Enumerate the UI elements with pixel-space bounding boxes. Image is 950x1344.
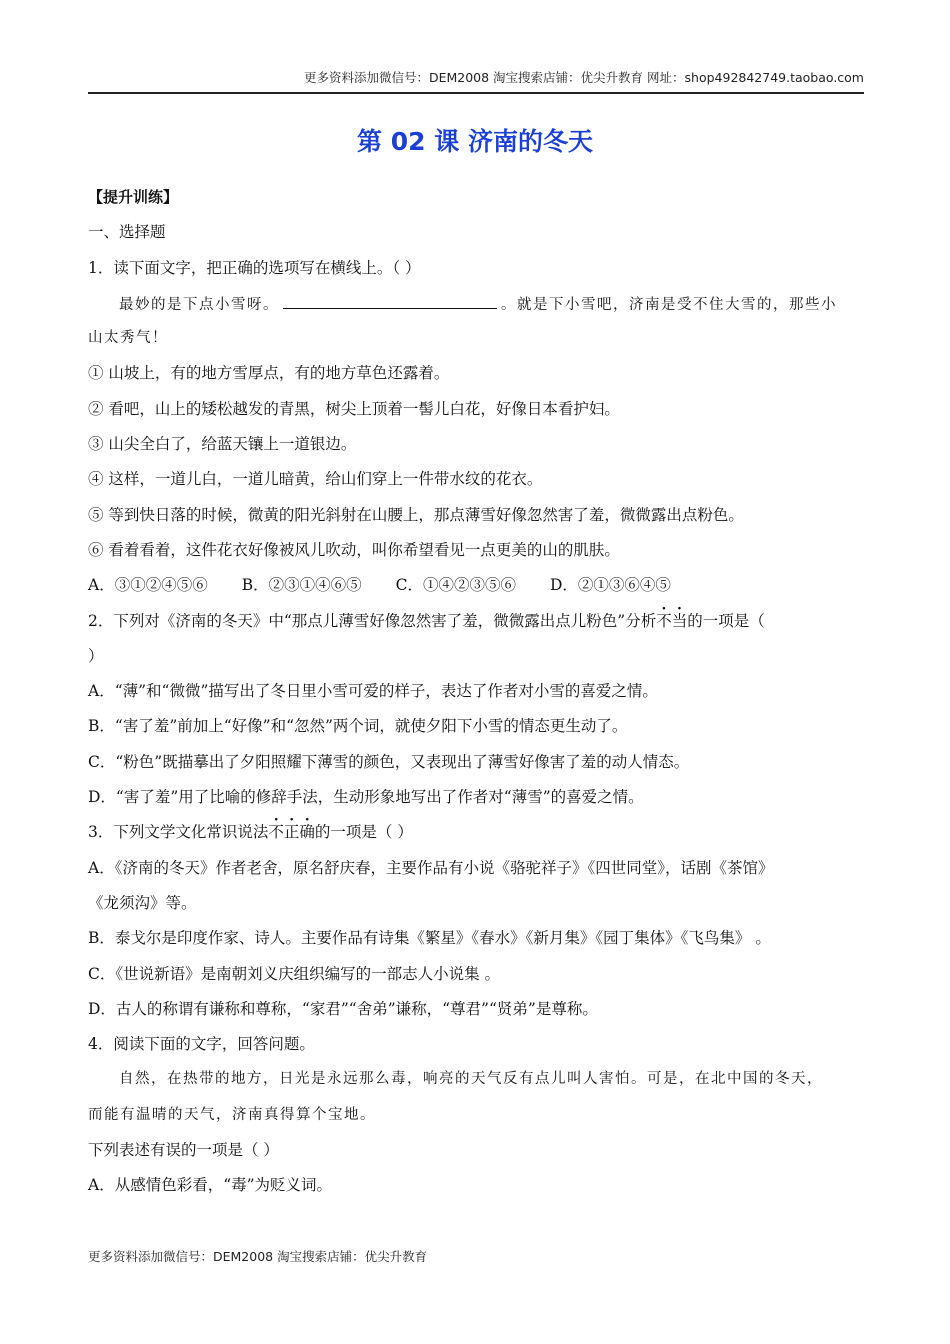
- part-label: 一、选择题: [88, 223, 166, 242]
- q1-item-6: ⑥ 看着看着，这件花衣好像被风儿吹动，叫你希望看见一点更美的山的肌肤。: [88, 540, 620, 559]
- q3-stem-suffix: 的一项是（ ）: [314, 823, 413, 842]
- q3-option-a-cont: 《龙须沟》等。: [88, 893, 197, 912]
- q3-option-c: C．《世说新语》是南朝刘义庆组织编写的一部志人小说集 。: [88, 964, 501, 983]
- q2-emphasis-1: 不: [656, 611, 672, 630]
- q1-options: [88, 574, 864, 609]
- q2-stem-prefix: 2．下列对《济南的冬天》中“那点儿薄雪好像忽然害了羞，微微露出点儿粉色”分析: [88, 611, 657, 630]
- q1-option-d: D．②①③⑥④⑤: [549, 576, 671, 595]
- q4-sub-stem: 下列表述有误的一项是（ ）: [88, 1141, 279, 1160]
- q1-item-2: ② 看吧，山上的矮松越发的青黑，树尖上顶着一髻儿白花，好像日本看护妇。: [88, 399, 620, 418]
- page-header: 更多资料添加微信号：DEM2008 淘宝搜索店铺：优尖升教育 网址：shop492842749.taobao.com: [88, 68, 864, 94]
- q1-stem: 1．读下面文字，把正确的选项写在横线上。（ ）: [88, 258, 421, 277]
- q1-answer-blank[interactable]: [283, 292, 497, 309]
- q3-option-d: D．古人的称谓有谦称和尊称，“家君”“舍弟”谦称，“尊君”“贤弟”是尊称。: [88, 999, 598, 1018]
- q4-stem: 4．阅读下面的文字，回答问题。: [88, 1035, 315, 1054]
- q1-passage: [88, 292, 864, 327]
- q1-passage-before: 最妙的是下点小雪呀。: [119, 296, 279, 313]
- q1-passage-after: 。就是下小雪吧，济南是受不住大雪的，那些小: [501, 296, 837, 313]
- q1-item-1: ① 山坡上，有的地方雪厚点，有的地方草色还露着。: [88, 364, 450, 383]
- q2-emphasis-2: 当: [671, 611, 688, 630]
- q3-emphasis-2: 正: [283, 823, 300, 842]
- section-label: 【提升训练】: [88, 188, 179, 206]
- q2-stem-suffix: 的一项是（: [687, 611, 765, 630]
- q2-option-b: B．“害了羞”前加上“好像”和“忽然”两个词，就使夕阳下小雪的情态更生动了。: [88, 717, 628, 736]
- q2-option-a: A．“薄”和“微微”描写出了冬日里小雪可爱的样子，表达了作者对小雪的喜爱之情。: [88, 682, 658, 701]
- q1-option-b: B．②③①④⑥⑤: [241, 576, 362, 595]
- q1-item-5: ⑤ 等到快日落的时候，微黄的阳光斜射在山腰上，那点薄雪好像忽然害了羞，微微露出点粉色。: [88, 505, 744, 524]
- q3-option-a: A．《济南的冬天》作者老舍，原名舒庆春，主要作品有小说《骆驼祥子》《四世同堂》，话剧《茶馆》: [88, 858, 774, 877]
- q3-option-b: B．泰戈尔是印度作家、诗人。主要作品有诗集《繁星》《春水》《新月集》《园丁集体》《飞鸟集》 。: [88, 929, 771, 948]
- document-body: [88, 186, 864, 1210]
- page-footer: 更多资料添加微信号：DEM2008 淘宝搜索店铺：优尖升教育: [88, 1249, 428, 1264]
- q3-stem-prefix: 3．下列文学文化常识说法: [88, 823, 269, 842]
- q1-option-a: A．③①②④⑤⑥: [88, 576, 208, 595]
- q4-passage-line1: 自然，在热带的地方，日光是永远那么毒，响亮的天气反有点儿叫人害怕。可是，在北中国的冬天，: [119, 1071, 823, 1088]
- page-title: 第 02 课 济南的冬天: [357, 127, 593, 156]
- q2-stem: [88, 610, 864, 645]
- q3-emphasis-1: 不: [268, 823, 284, 842]
- q2-stem-line2: ）: [88, 646, 104, 665]
- q1-option-c: C．①④②③⑤⑥: [395, 576, 516, 595]
- q3-stem: [88, 821, 864, 856]
- q1-item-4: ④ 这样，一道儿白，一道儿暗黄，给山们穿上一件带水纹的花衣。: [88, 470, 543, 489]
- q4-passage-line2: 而能有温晴的天气，济南真得算个宝地。: [88, 1106, 376, 1123]
- q1-item-3: ③ 山尖全白了，给蓝天镶上一道银边。: [88, 435, 357, 454]
- q4-option-a: A．从感情色彩看，“毒”为贬义词。: [88, 1176, 333, 1195]
- q3-emphasis-3: 确: [299, 823, 315, 842]
- q2-option-d: D．“害了羞”用了比喻的修辞手法，生动形象地写出了作者对“薄雪”的喜爱之情。: [88, 788, 644, 807]
- q2-option-c: C．“粉色”既描摹出了夕阳照耀下薄雪的颜色，又表现出了薄雪好像害了羞的动人情态。: [88, 752, 690, 771]
- q1-passage-line2: 山太秀气！: [88, 330, 168, 347]
